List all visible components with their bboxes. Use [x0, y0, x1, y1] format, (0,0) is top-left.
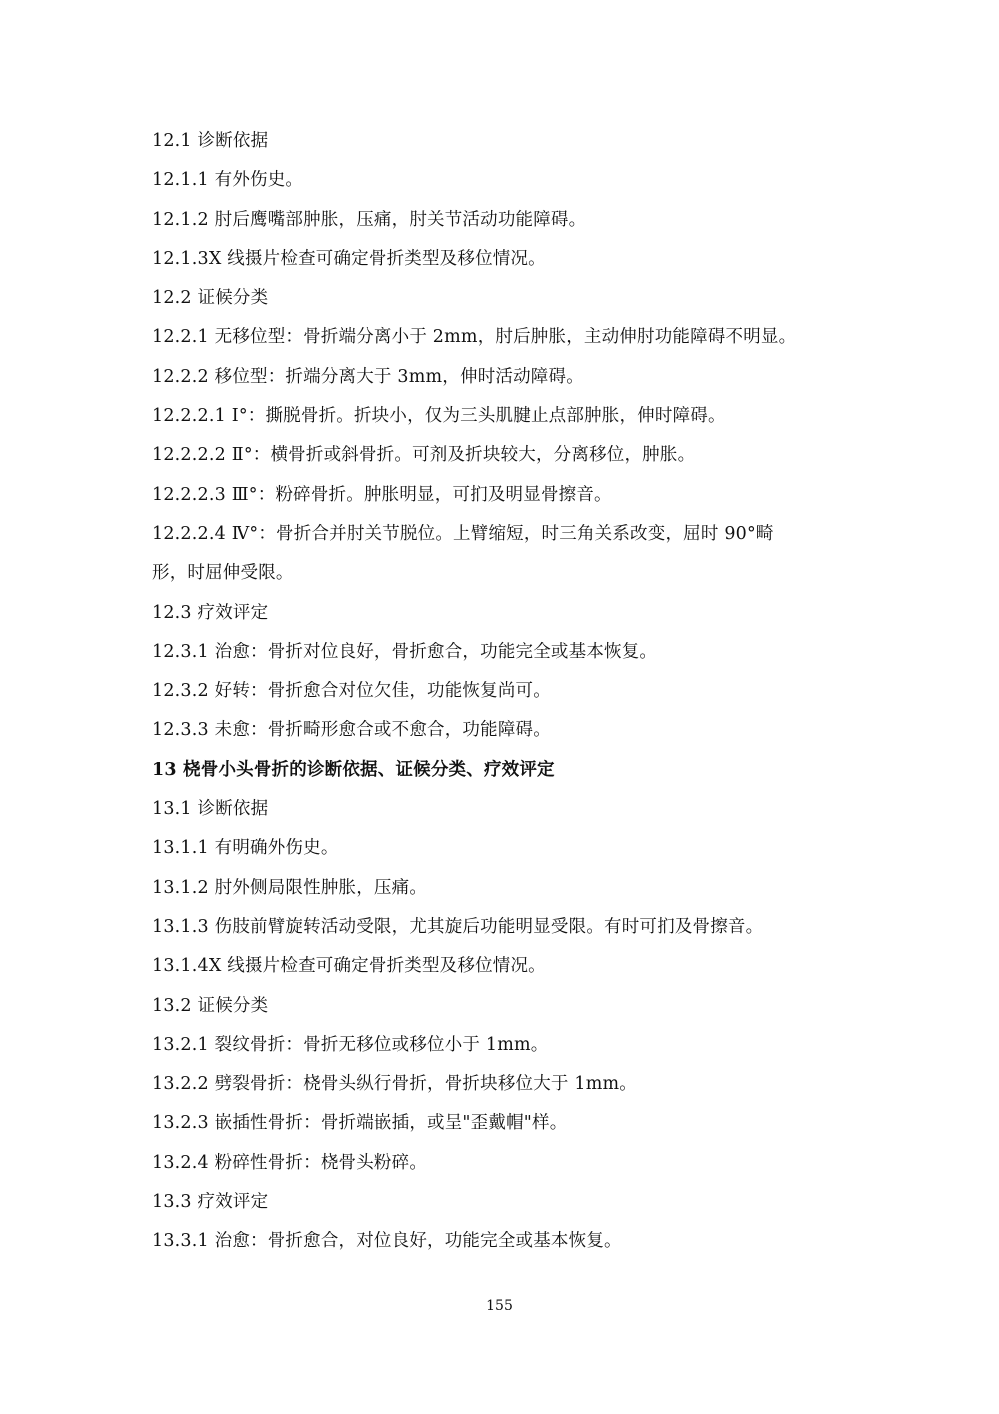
text-line: 12.2.1 无移位型：骨折端分离小于 2mm，肘后肿胀，主动伸肘功能障碍不明显。 [152, 327, 797, 348]
text-line: 13.2.1 裂纹骨折：骨折无移位或移位小于 1mm。 [152, 1034, 549, 1055]
text-line: 12.3.2 好转：骨折愈合对位欠佳，功能恢复尚可。 [152, 681, 551, 702]
text-line: 12.2.2 移位型：折端分离大于 3mm，伸时活动障碍。 [152, 366, 584, 387]
text-line: 13.1.3 伤肢前臂旋转活动受限，尤其旋后功能明显受限。有时可扪及骨擦音。 [152, 916, 764, 937]
text-line: 13.3 疗效评定 [152, 1192, 269, 1213]
text-line: 12.2.2.4 Ⅳ°：骨折合并肘关节脱位。上臂缩短，时三角关系改变，屈时 90°畸 [152, 523, 774, 544]
text-line: 13.1.4X 线摄片检查可确定骨折类型及移位情况。 [152, 956, 546, 977]
text-line: 13.2.2 劈裂骨折：桡骨头纵行骨折，骨折块移位大于 1mm。 [152, 1074, 638, 1095]
text-line: 12.2.2.2 Ⅱ°：横骨折或斜骨折。可剂及折块较大，分离移位，肿胀。 [152, 445, 696, 466]
document-body [152, 122, 852, 1262]
page-number: 155 [486, 1298, 513, 1314]
text-line: 12.1.2 肘后鹰嘴部肿胀，压痛，肘关节活动功能障碍。 [152, 209, 587, 230]
text-line: 13.1.2 肘外侧局限性肿胀，压痛。 [152, 877, 428, 898]
text-line: 13.2.4 粉碎性骨折：桡骨头粉碎。 [152, 1152, 428, 1173]
text-line: 13.1.1 有明确外伤史。 [152, 838, 339, 859]
text-line: 12.1.1 有外伤史。 [152, 170, 304, 191]
text-line: 13.2.3 嵌插性骨折：骨折端嵌插，或呈"歪戴帽"样。 [152, 1113, 568, 1134]
text-line: 13.2 证候分类 [152, 995, 269, 1016]
text-line: 12.1.3X 线摄片检查可确定骨折类型及移位情况。 [152, 248, 546, 269]
text-line: 12.3 疗效评定 [152, 602, 269, 623]
text-line: 12.1 诊断依据 [152, 131, 269, 151]
text-line: 12.2.2.3 Ⅲ°：粉碎骨折。肿胀明显，可扪及明显骨擦音。 [152, 484, 612, 505]
text-line: 13.3.1 治愈：骨折愈合，对位良好，功能完全或基本恢复。 [152, 1231, 622, 1252]
text-line: 形，时屈伸受限。 [152, 563, 294, 584]
text-line: 13.1 诊断依据 [152, 799, 269, 820]
section-heading: 13 桡骨小头骨折的诊断依据、证候分类、疗效评定 [152, 759, 555, 780]
text-line: 12.3.1 治愈：骨折对位良好，骨折愈合，功能完全或基本恢复。 [152, 641, 658, 662]
text-line: 12.3.3 未愈：骨折畸形愈合或不愈合，功能障碍。 [152, 720, 551, 741]
text-line: 12.2.2.1 Ⅰ°：撕脱骨折。折块小，仅为三头肌腱止点部肿胀，伸时障碍。 [152, 406, 726, 427]
text-line: 12.2 证候分类 [152, 288, 269, 309]
